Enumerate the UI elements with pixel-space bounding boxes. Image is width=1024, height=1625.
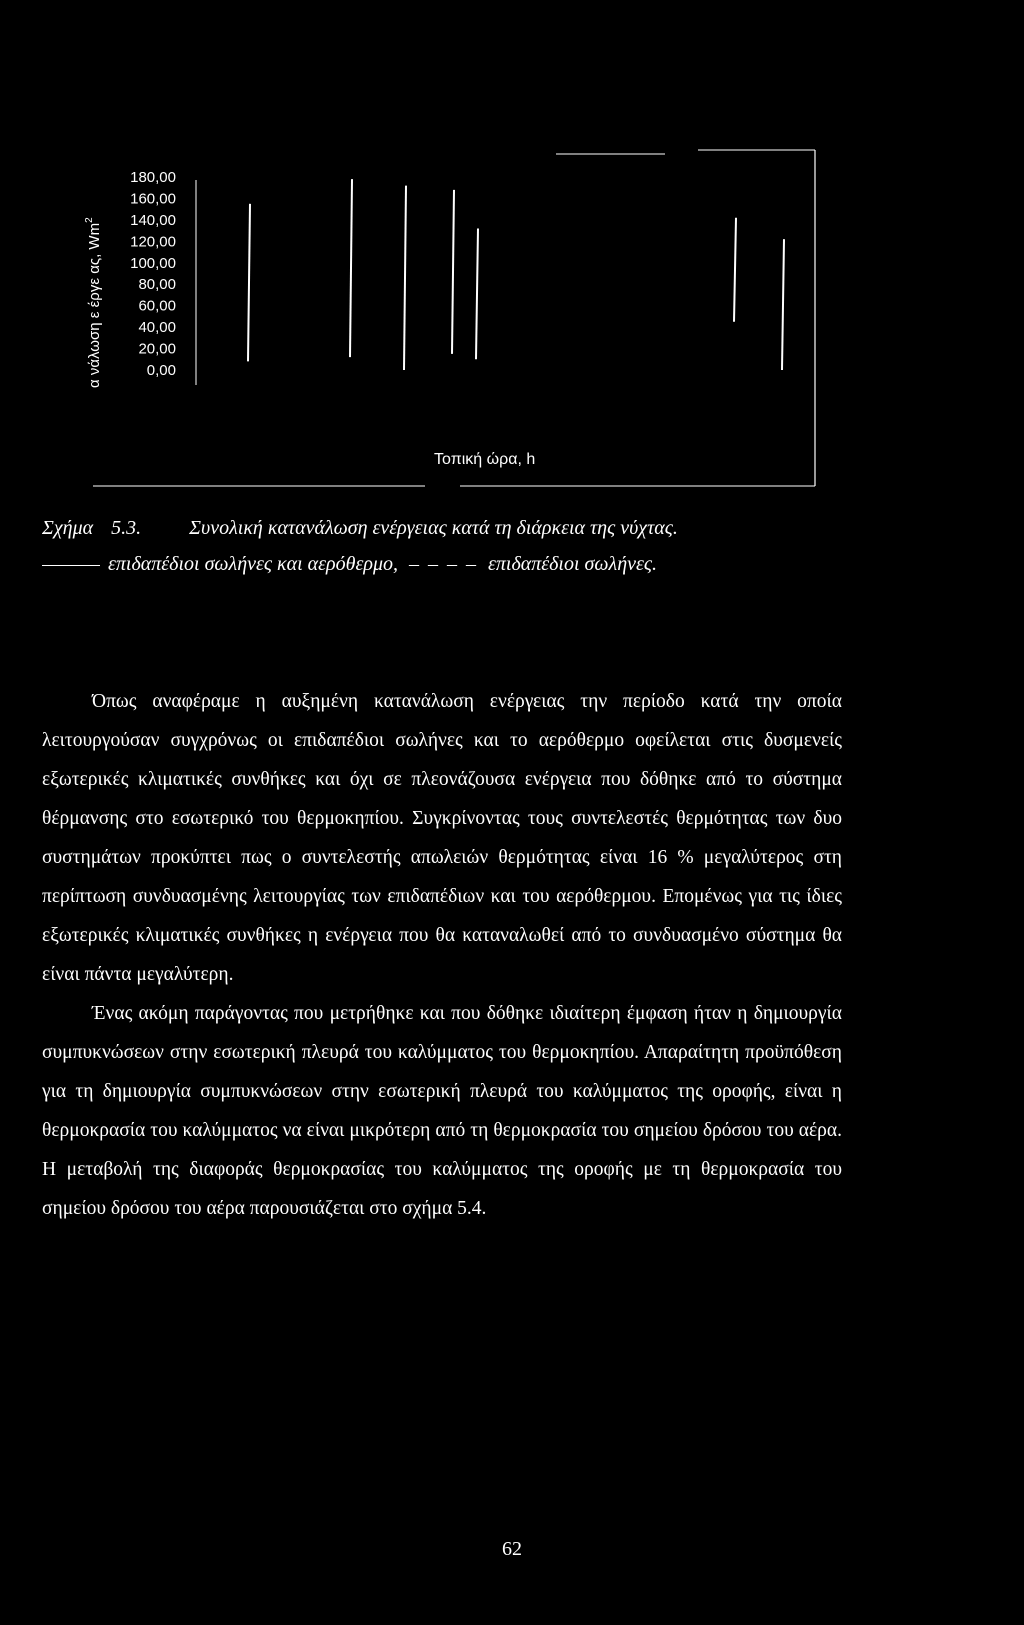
y-tick-label: 100,00 [130,254,176,272]
x-axis-title: Τοπική ώρα, h [434,451,536,468]
legend-dashed-symbol: – – – – [408,553,478,575]
y-tick-label: 60,00 [138,297,176,315]
y-tick-label: 140,00 [130,211,176,229]
data-series [248,179,784,370]
body-text [42,682,842,1228]
caption-label: Σχήμα [42,517,94,539]
series-segment [452,190,454,354]
series-segment [248,204,250,362]
y-axis-title: α νάλωση ε έργε ας, Wm$^2$ [84,217,103,388]
series-segment [404,186,406,370]
caption-line-1 [42,510,1002,546]
chart [0,0,1024,520]
y-tick-label: 0,00 [146,362,176,379]
series-segment [734,218,736,322]
legend-solid-line [42,565,100,566]
y-tick-label: 40,00 [138,319,176,337]
y-tick-label: 20,00 [138,340,176,358]
series-segment [476,228,478,359]
caption-legend [42,546,1002,582]
y-tick-labels [130,169,176,379]
y-tick-label: 180,00 [130,169,176,186]
y-tick-label: 120,00 [130,233,176,251]
y-tick-label: 80,00 [138,276,176,294]
figure [0,0,1024,520]
series-segment [782,239,784,370]
caption-text: Συνολική κατανάλωση ενέργειας κατά τη διάρκεια της νύχτας. [189,517,678,539]
figure-caption [42,510,1002,582]
caption-number: 5.3. [111,517,142,539]
paragraph-2: Ένας ακόμη παράγοντας που μετρήθηκε και που δόθηκε ιδιαίτερη έμφαση ήταν η δημιουργία συμπυκνώσεων στην εσωτερική πλευρά του καλύμματος του θερμοκηπίου. Απαραίτητη προϋπόθεση για τη δημιουργία συμπυκνώσεων στην εσωτερική πλευρά του καλύμματος της οροφής, είναι η θερμοκρασία του καλύμματος να είναι μικρότερη από τη θερμοκρασία του σημείου δρόσου του αέρα. Η μεταβολή της διαφοράς θερμοκρασίας του καλύμματος της οροφής με τη θερμοκρασία του σημείου δρόσου του αέρα παρουσιάζεται στο σχήμα 5.4. [42,1003,842,1219]
y-tick-label: 160,00 [130,190,176,208]
legend-dashed-label: επιδαπέδιοι σωλήνες. [487,553,657,575]
paragraph-1: Όπως αναφέραμε η αυξημένη κατανάλωση ενέργειας την περίοδο κατά την οποία λειτουργούσαν συγχρόνως οι επιδαπέδιοι σωλήνες και το αερόθερμο οφείλεται στις δυσμενείς εξωτερικές κλιματικές συνθήκες και όχι σε πλεονάζουσα ενέργεια που δόθηκε από το σύστημα θέρμανσης στο εσωτερικό του θερμοκηπίου. Συγκρίνοντας τους συντελεστές θερμότητας των δυο συστημάτων προκύπτει πως ο συντελεστής απωλειών θερμότητας είναι 16 % μεγαλύτερος στη περίπτωση συνδυασμένης λειτουργίας των επιδαπέδιων και του αερόθερμου. Επομένως για τις ίδιες εξωτερικές κλιματικές συνθήκες η ενέργεια που θα καταναλωθεί από το συνδυασμένο σύστημα θα είναι πάντα μεγαλύτερη. [42,691,842,985]
series-segment [350,179,352,357]
page-number: 62 [502,1538,522,1560]
legend-solid-label: επιδαπέδιοι σωλήνες και αερόθερμο, [108,553,398,575]
